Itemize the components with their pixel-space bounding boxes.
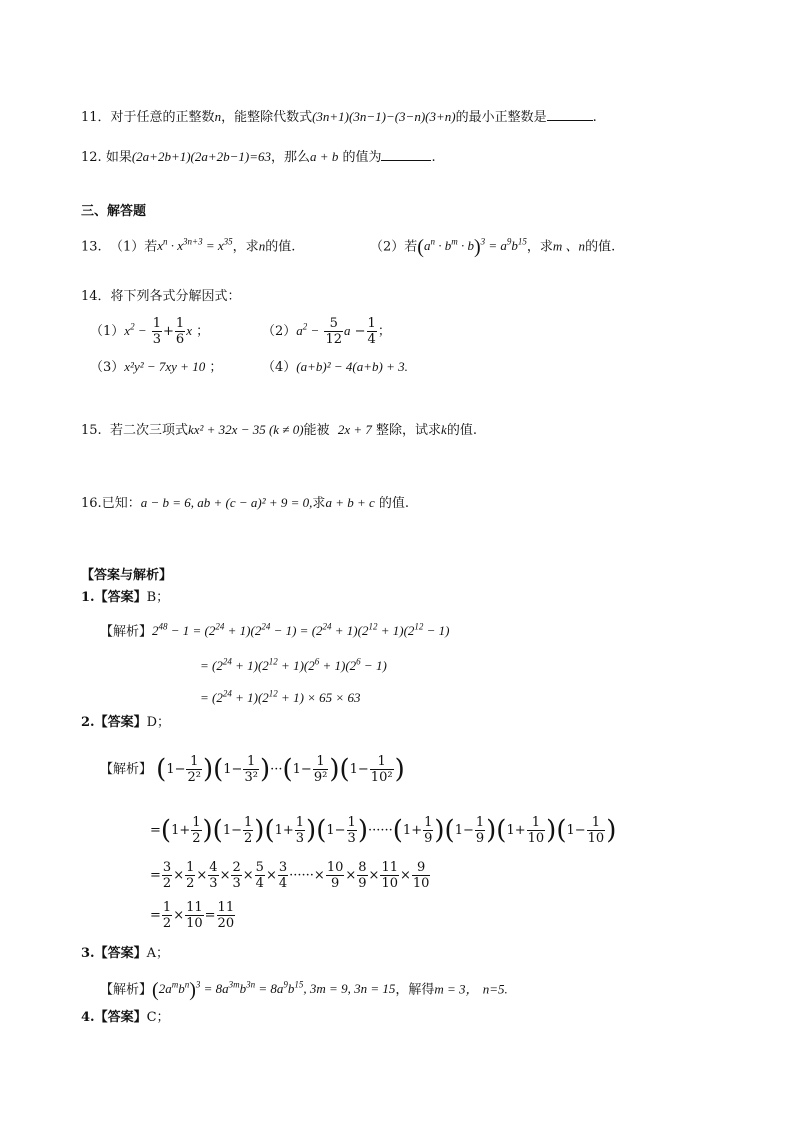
q15-divisor: 2x + 7 [337,422,372,437]
q13-part2-label: （2）若 [370,239,418,255]
a3-analysis: 【解析】$(2a^mb^n)^3 = 8a^{3m}b^{3n} = 8a^9b^{15}$, 3m = 9, 3n = 15，解得m = 3， n=5. [100,979,508,1002]
a2-analysis-line4: = $\frac{1}{2}$ × $\frac{11}{10}$ = $\frac{11}{20}$ [150,900,235,931]
a1-analysis-line3: = $(2^{24} + 1)(2^{12} + 1) \times 65 \times 63$ [200,689,361,706]
a4-value: C； [146,1010,170,1025]
q11-expression: (3n+1)(3n−1)−(3−n)(3+n) [312,109,456,124]
question-14-stem: 14．将下列各式分解因式： [81,289,241,304]
a1-analysis-label: 【解析】 [100,624,153,640]
q11-text-c: 的最小正整数是 [455,110,547,125]
q14-item3-label: （3） [90,360,125,375]
answer-4 [81,1008,170,1028]
q15-text: 若二次三项式 [109,423,188,438]
q16-target: a + b + c [325,495,375,510]
q15-var: k [441,422,447,437]
q14-item3-expr: x²y² − 7xy + 10 [124,359,206,374]
answer-3 [81,944,169,964]
question-16 [81,493,409,514]
a1-label: 1.【答案】 [81,590,147,605]
answer-2 [81,713,170,733]
a3-analysis-label: 【解析】 [100,982,153,998]
q11-end: . [592,110,597,125]
question-13 [81,232,295,257]
q12-ab: a + b [310,149,339,164]
q13-part1-text: ，求 [232,239,259,255]
question-12 [81,147,436,168]
a4-label: 4.【答案】 [81,1010,147,1025]
q11-text-b: ，能整除代数式 [221,110,313,125]
q16-text-c: 的值. [378,496,410,511]
answer-1 [81,588,169,608]
q11-text: 对于任意的正整数 [110,110,215,125]
q13-part2-end: 的值. [585,239,616,255]
a1-analysis-line1: 【解析】$2^{48} - 1 = (2^{24} + 1)(2^{24} - 1) = (2^{24} + 1)(2^{12} + 1)(2^{12} - 1)$ [100,622,450,640]
a2-label: 2.【答案】 [81,715,147,730]
q13-part2-vars: m 、n [552,238,586,254]
a3-solve-text: ，解得 [395,982,435,998]
q12-answer-blank [381,147,431,161]
q13-part1-end: 的值. [265,239,296,255]
q14-item1-label: （1） [90,324,125,339]
q12-text-b: ，那么 [271,150,311,165]
q12-expression: (2a+2b+1)(2a+2b−1)=63 [131,149,272,164]
question-11 [81,107,597,128]
a2-value: D； [146,715,171,730]
q16-text: 已知： [101,496,141,511]
q13-number: 13. [81,239,102,255]
q11-number: 11． [81,110,111,125]
q14-item2-end: ； [377,324,391,339]
q11-var: n [214,109,222,124]
q14-item3-end: ； [209,360,223,375]
q13-part2-text: ，求 [526,239,553,255]
section-title: 三、解答题 [81,204,147,219]
q14-item-3 [90,357,222,378]
a3-n-value: n=5. [482,981,508,997]
q14-item2-label: （2） [262,324,297,339]
q14-item4-label: （4） [262,360,297,375]
a2-analysis-label: 【解析】 [100,762,153,777]
a2-analysis-line1: 【解析】 (1− $\frac{1}{\text{2²}}$ )(1− $\frac{1}{\text{3²}}$ )···(1− $\frac{1}{\text{9²}}$ )(1− $\frac{1}{\text{10²}}$ ) [100,754,405,785]
q13-part1-label: （1）若 [109,239,158,255]
question-13-part2 [370,232,615,257]
q12-number: 12. [81,150,102,165]
q15-expression: kx² + 32x − 35 (k ≠ 0) [187,422,304,437]
a2-analysis-line3: = $\frac{3}{2}$ × $\frac{1}{2}$ × $\frac{4}{3}$ × $\frac{2}{3}$ × $\frac{5}{4}$ × $\frac{3}{4}$ ······× $\frac{10}{9}$ × $\frac{8}{9}$ × $\frac{11}{10}$ × $\frac{9}{10}$ [150,860,430,891]
a1-analysis-line2: = $(2^{24} + 1)(2^{12} + 1)(2^6 + 1)(2^6 - 1)$ [200,657,387,674]
q16-text-b: 求 [312,496,326,511]
q16-expression: a − b = 6, ab + (c − a)² + 9 = 0, [140,495,313,510]
q12-end: . [431,150,436,165]
q14-item4-expr: (a+b)² − 4(a+b) + 3. [296,359,408,374]
q13-part1-expr: $x^n \cdot x^{3n+3} = x^{35}$ [157,237,233,254]
q14-item-4 [262,357,408,378]
a3-label: 3.【答案】 [81,946,147,961]
q15-text-c: 整除，试求 [376,423,442,438]
q15-text-d: 的值. [446,423,477,438]
q11-answer-blank [547,107,593,121]
q12-text-c: 的值为 [342,150,382,165]
a1-value: B； [146,590,170,605]
q14-item-1: $(1)x^2$ − $\frac{1}{3}$ + $\frac{1}{6}$ x ； [90,316,210,347]
q15-text-b: 能被 [303,423,330,438]
a3-value: A； [146,946,169,961]
q15-number: 15. [81,423,102,438]
q16-number: 16. [81,496,102,511]
answers-heading: 【答案与解析】 [81,568,173,583]
q13-part1-var: n [258,238,266,254]
question-15 [81,420,477,441]
a2-analysis-line2: =(1+ $\frac{1}{2}$ )(1− $\frac{1}{2}$ )(1+ $\frac{1}{3}$ )(1− $\frac{1}{3}$ )······(1+ $\frac{1}{9}$ )(1− $\frac{1}{9}$ )(1+ $\frac{1}{10}$ )(1− $\frac{1}{10}$ ) [150,815,617,846]
q13-part2-expr: $(a^n \cdot b^m \cdot b)^3 = a^9b^{15}$ [417,236,527,259]
q12-text: 如果 [105,150,132,165]
q14-item-2: $(2)a^2$ − $\frac{5}{12}$ a − $\frac{1}{4}$ ； [262,316,391,347]
q14-item1-end: ； [196,324,210,339]
a3-m-value: m = 3， [434,981,479,997]
